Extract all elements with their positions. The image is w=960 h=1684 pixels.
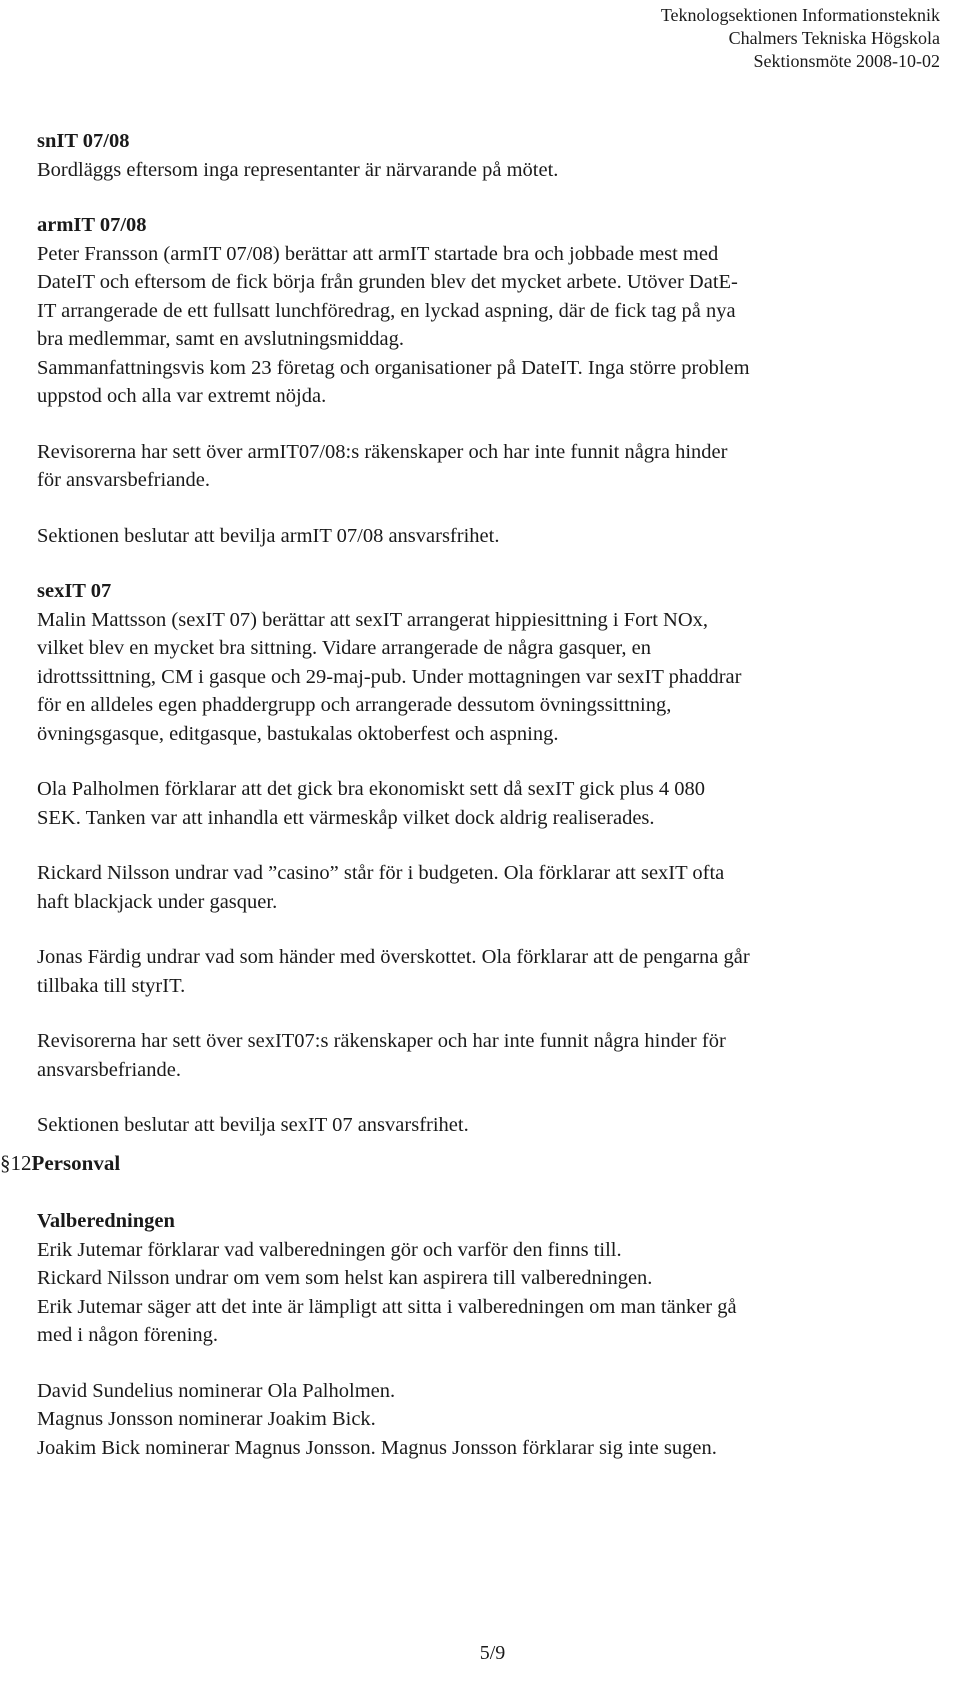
text-line: Revisorerna har sett över armIT07/08:s räkenskaper och har inte funnit några hinder [37,440,728,463]
section-title: Personval [31,1150,121,1175]
text-line: tillbaka till styrIT. [37,974,186,997]
text-line: Ola Palholmen förklarar att det gick bra ekonomiskt sett då sexIT gick plus 4 080 [37,778,705,800]
text-line: Rickard Nilsson undrar om vem som helst kan aspirera till valberedningen. [37,1267,653,1289]
armit-decision-paragraph [37,522,942,551]
text-line: Erik Jutemar säger att det inte är lämpligt att sitta i valberedningen om man tänker gå [37,1295,737,1318]
text-line: idrottssittning, CM i gasque och 29-maj-pub. Under mottagningen var sexIT phaddrar [37,665,742,688]
text-line: Jonas Färdig undrar vad som händer med överskottet. Ola förklarar att de pengarna går [37,946,750,968]
snit-heading: snIT 07/08 [37,130,130,152]
text-line: Bordläggs eftersom inga representanter är närvarande på mötet. [37,158,559,181]
sexit-heading: sexIT 07 [37,580,112,602]
armit-heading: armIT 07/08 [37,214,147,236]
text-line: Joakim Bick nominerar Magnus Jonsson. Magnus Jonsson förklarar sig inte sugen. [37,1436,717,1459]
sexit-audit-paragraph [37,1027,942,1084]
text-line: Sektionen beslutar att bevilja armIT 07/08 ansvarsfrihet. [37,524,500,547]
text-line: Malin Mattsson (sexIT 07) berättar att sexIT arrangerat hippiesittning i Fort NOx, [37,608,709,631]
text-line: Peter Fransson (armIT 07/08) berättar att armIT startade bra och jobbade mest med [37,242,719,265]
text-line: med i någon förening. [37,1324,219,1346]
text-line: Sammanfattningsvis kom 23 företag och organisationer på DateIT. Inga större problem [37,356,750,379]
armit-block [37,211,942,411]
armit-audit-paragraph [37,438,942,495]
page-footer [0,1642,960,1665]
sexit-surplus-paragraph [37,943,942,1000]
snit-block [37,127,942,184]
text-line: vilket blev en mycket bra sittning. Vidare arrangerade de några gasquer, en [37,637,652,659]
header-organization: Teknologsektionen Informationsteknik [660,5,940,25]
page-number: 5/9 [479,1642,506,1664]
text-line: haft blackjack under gasquer. [37,890,278,913]
text-line: ansvarsbefriande. [37,1058,182,1081]
text-line: Revisorerna har sett över sexIT07:s räkenskaper och har inte funnit några hinder för [37,1030,726,1052]
sexit-casino-paragraph [37,859,942,916]
text-line: bra medlemmar, samt en avslutningsmiddag. [37,328,404,350]
text-line: Rickard Nilsson undrar vad ”casino” står för i budgeten. Ola förklarar att sexIT ofta [37,862,725,884]
text-line: DateIT och eftersom de fick börja från grunden blev det mycket arbete. Utöver DatE- [37,271,738,293]
text-line: Sektionen beslutar att bevilja sexIT 07 ansvarsfrihet. [37,1114,469,1136]
sexit-block [37,577,942,748]
sexit-economy-paragraph [37,775,942,832]
text-line: uppstod och alla var extremt nöjda. [37,385,327,407]
header-meeting-date: Sektionsmöte 2008-10-02 [753,51,940,71]
text-line: David Sundelius nominerar Ola Palholmen. [37,1379,396,1402]
section-12-heading [0,1149,942,1178]
section-mark: §12 [0,1150,32,1175]
text-line: Magnus Jonsson nominerar Joakim Bick. [37,1408,376,1430]
valberedningen-heading: Valberedningen [37,1210,175,1232]
text-line: för en alldeles egen phaddergrupp och arrangerade dessutom övningssittning, [37,694,672,716]
nominations-paragraph [37,1377,942,1463]
valberedningen-block [37,1207,942,1350]
sexit-decision-paragraph [37,1111,942,1140]
text-line: för ansvarsbefriande. [37,469,211,491]
document-header [661,4,940,73]
text-line: IT arrangerade de ett fullsatt lunchföredrag, en lyckad aspning, där de fick tag på nya [37,299,736,322]
text-line: Erik Jutemar förklarar vad valberedningen gör och varför den finns till. [37,1238,622,1261]
text-line: övningsgasque, editgasque, bastukalas oktoberfest och aspning. [37,722,559,745]
text-line: SEK. Tanken var att inhandla ett värmeskåp vilket dock aldrig realiserades. [37,806,655,829]
header-university: Chalmers Tekniska Högskola [728,28,940,48]
document-body [0,127,942,1489]
